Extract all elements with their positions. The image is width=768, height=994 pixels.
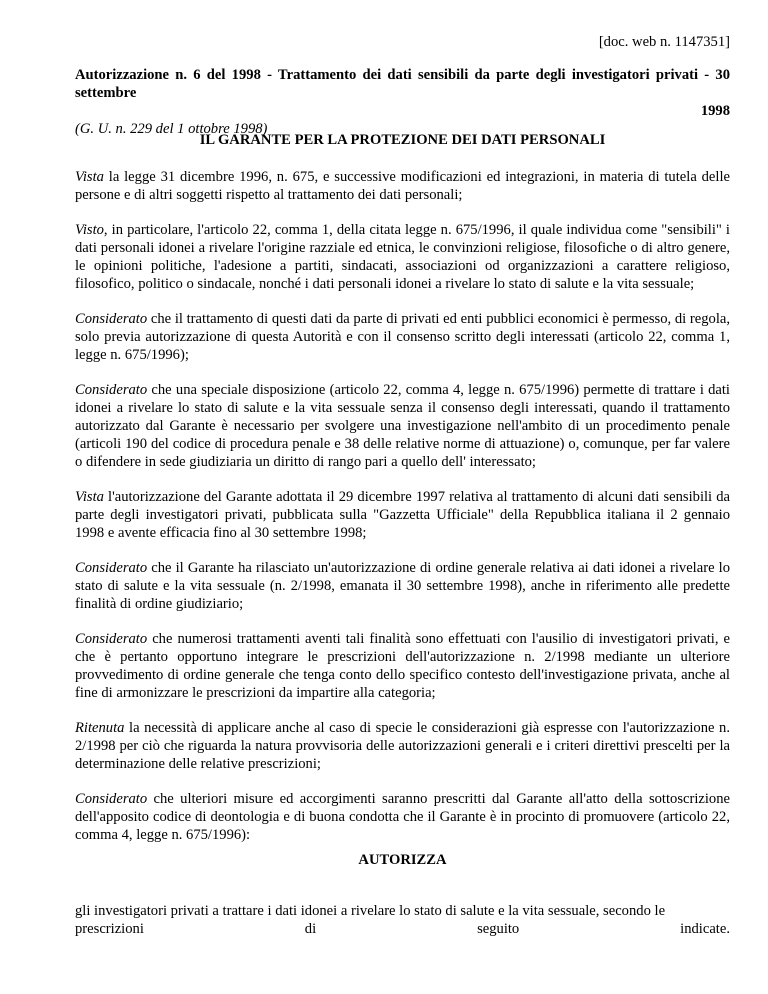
recital-lead: Considerato	[75, 382, 148, 398]
recital-lead: Considerato	[75, 791, 148, 807]
recital-lead: Ritenuta	[75, 720, 125, 736]
recital-text: che ulteriori misure ed accorgimenti saranno prescritti dal Garante all'atto della sottoscrizione dell'apposito codice di deontologia e di buona condotta che il Garante è in procinto di promuovere (articolo 22, comma 4, legge n. 675/1996):	[75, 791, 730, 843]
recital-paragraph	[75, 381, 730, 471]
recital-paragraph	[75, 310, 730, 364]
recital-text: l'autorizzazione del Garante adottata il 29 dicembre 1997 relativa al trattamento di alcuni dati sensibili da parte degli investigatori privati, pubblicata sulla "Gazzetta Ufficiale" della Repubblica italiana il 2 gennaio 1998 e avente efficacia fino al 30 settembre 1998;	[75, 489, 730, 541]
recital-paragraph	[75, 630, 730, 702]
authorize-heading: AUTORIZZA	[358, 852, 447, 868]
title-block	[75, 66, 730, 138]
recital-paragraph	[75, 221, 730, 293]
recital-text: che una speciale disposizione (articolo 22, comma 4, legge n. 675/1996) permette di trattare i dati idonei a rivelare lo stato di salute e la vita sessuale senza il consenso degli interessati, quando il trattamento autorizzato dal Garante è necessario per svolgere una investigazione nell'ambito di un procedimento penale (articoli 190 del codice di procedura penale e 38 delle relative norme di attuazione) o, comunque, per far valere o difendere in sede giudiziaria un diritto di rango pari a quello dell' interessato;	[75, 382, 730, 470]
recital-text: che il Garante ha rilasciato un'autorizzazione di ordine generale relativa ai dati idonei a rivelare lo stato di salute e la vita sessuale (n. 2/1998, emanata il 30 settembre 1998), anche in riferimento alle predette finalità di ordine giudiziario;	[75, 560, 730, 612]
authority-heading: IL GARANTE PER LA PROTEZIONE DEI DATI PERSONALI	[199, 132, 606, 148]
recital-text: che il trattamento di questi dati da parte di privati ed enti pubblici economici è permesso, di regola, solo previa autorizzazione di questa Autorità e con il consenso scritto degli interessati (articolo 22, comma 1, legge n. 675/1996);	[75, 311, 730, 363]
gazette-reference: (G. U. n. 229 del 1 ottobre 1998)	[75, 121, 268, 137]
document-title-year: 1998	[700, 103, 730, 119]
clause-word: di	[304, 921, 317, 937]
recital-text: la necessità di applicare anche al caso di specie le considerazioni già espresse con l'autorizzazione n. 2/1998 per ciò che riguarda la natura provvisoria delle autorizzazioni generali e i criteri direttivi prescelti per la determinazione delle relative prescrizioni;	[75, 720, 730, 772]
recitals	[75, 168, 730, 861]
recital-text: che numerosi trattamenti aventi tali finalità sono effettuati con l'ausilio di investigatori privati, e che è pertanto opportuno integrare le prescrizioni dell'autorizzazione n. 2/1998 mediante un ulteriore provvedimento di ordine generale che tenga conto dello specifico contesto dell'investigazione privata, anche al fine di armonizzare le prescrizioni da impartire alla categoria;	[75, 631, 730, 701]
recital-lead: Considerato	[75, 560, 148, 576]
recital-lead: Visto	[75, 222, 104, 238]
recital-text: , in particolare, l'articolo 22, comma 1, della citata legge n. 675/1996, il quale individua come "sensibili" i dati personali idonei a rivelare l'origine razziale ed etnica, le convinzioni religiose, filosofiche o di altro genere, le opinioni politiche, l'adesione a partiti, sindacati, associazioni od organizzazioni a carattere religioso, filosofico, politico o sindacale, nonché i dati personali idonei a rivelare lo stato di salute e la vita sessuale;	[75, 222, 730, 292]
recital-lead: Considerato	[75, 631, 148, 647]
recital-lead: Considerato	[75, 311, 148, 327]
recital-paragraph	[75, 559, 730, 613]
document-title: Autorizzazione n. 6 del 1998 - Trattamento dei dati sensibili da parte degli investigatori privati - 30 settembre	[75, 67, 730, 101]
doc-reference: [doc. web n. 1147351]	[598, 34, 730, 50]
recital-paragraph	[75, 719, 730, 773]
clause-word: indicate.	[680, 921, 730, 937]
recital-paragraph	[75, 168, 730, 204]
recital-text: la legge 31 dicembre 1996, n. 675, e successive modificazioni ed integrazioni, in materia di tutela delle persone e di altri soggetti rispetto al trattamento dei dati personali;	[75, 169, 730, 203]
clause-last-line	[75, 920, 730, 938]
recital-lead: Vista	[75, 169, 104, 185]
authorization-clause	[75, 902, 730, 938]
recital-lead: Vista	[75, 489, 104, 505]
recital-paragraph	[75, 790, 730, 844]
recital-paragraph	[75, 488, 730, 542]
clause-line: gli investigatori privati a trattare i dati idonei a rivelare lo stato di salute e la vita sessuale, secondo le	[75, 903, 666, 919]
clause-word: prescrizioni	[75, 921, 144, 937]
clause-word: seguito	[477, 921, 520, 937]
